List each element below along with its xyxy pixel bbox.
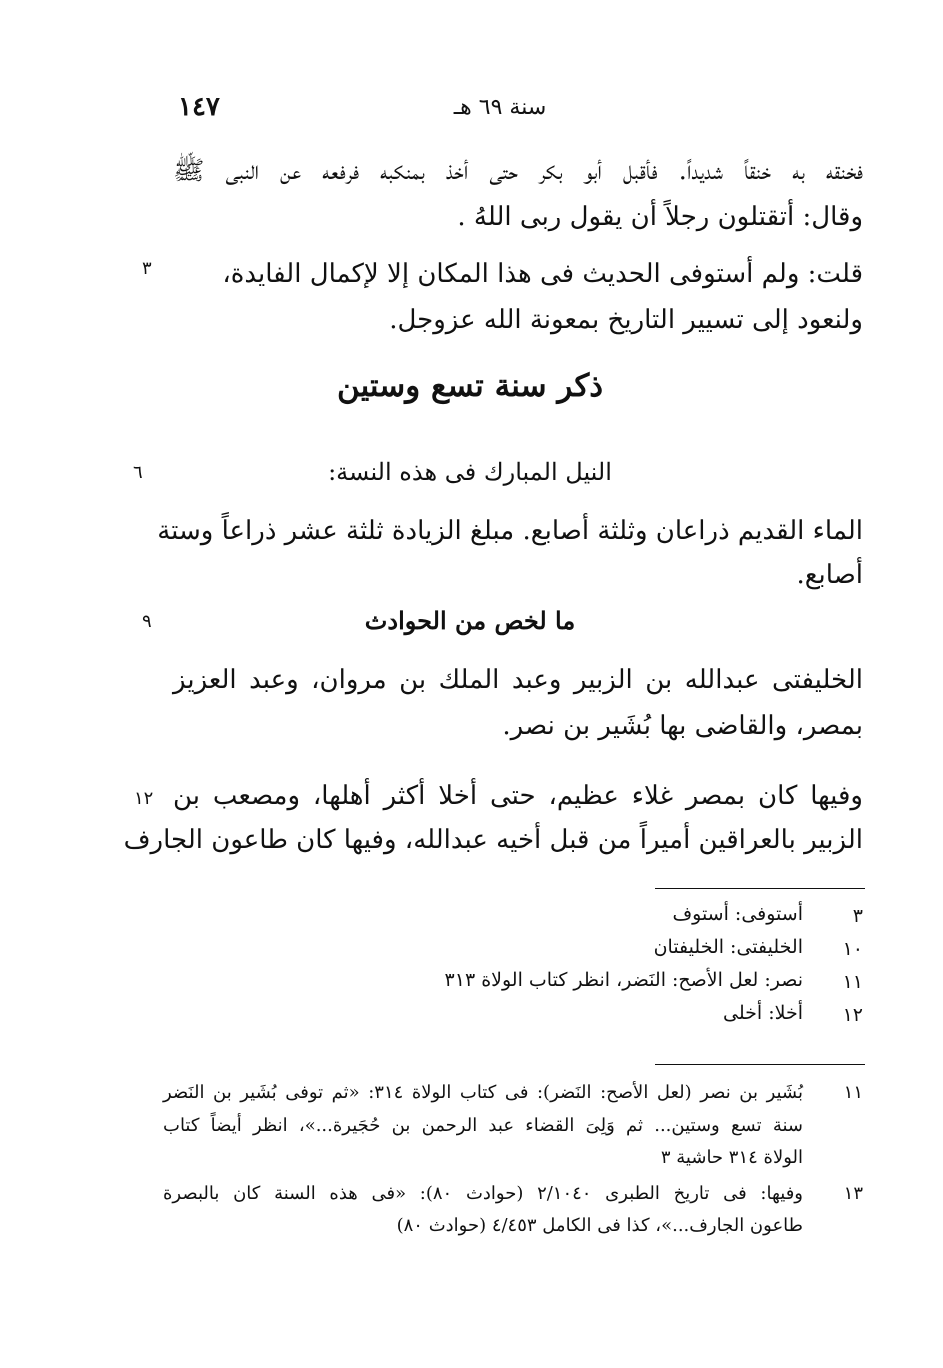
body-line: أصابع.	[796, 560, 863, 590]
body-line: ولنعود إلى تسيير التاريخ بمعونة الله عزوجل.	[389, 305, 863, 335]
page-number: ١٤٧	[178, 92, 220, 122]
body-line: فخنقه به خنقاً شديداً. فأقبل أبو بكر حتى أخذ بمنكبه فرفعه عن النبى ﷺ	[173, 156, 863, 186]
footnote-number: ١٣	[843, 1183, 863, 1204]
body-line: قلت: ولم أستوفى الحديث فى هذا المكان إلا لإكمال الفايدة،	[222, 259, 863, 289]
body-line: الخليفتى عبدالله بن الزبير وعبد الملك بن مروان، وعبد العزيز	[173, 665, 863, 695]
variant-text: أخلا: أخلى	[723, 1002, 803, 1024]
footnote-number: ١١	[843, 1082, 863, 1103]
variant-text: الخليفتى: الخليفتان	[653, 936, 803, 958]
events-heading: ما لخص من الحوادث	[364, 606, 576, 635]
variant-number: ١٠	[842, 938, 863, 960]
apparatus-rule	[655, 888, 865, 889]
footnote-line: طاعون الجارف...»، كذا فى الكامل ٤/٤٥٣ (حوادث ٨٠)	[396, 1215, 803, 1236]
nile-heading: النيل المبارك فى هذه النسة:	[328, 458, 612, 486]
line-number: ٣	[142, 258, 152, 279]
section-title: ذكر سنة تسع وستين	[336, 368, 604, 404]
line-number: ٦	[133, 462, 143, 483]
footnote-line: سنة تسع وستين... ثم وَلِىَ القضاء عبد الرحمن بن حُجَيرة...»، انظر أيضاً كتاب	[163, 1115, 803, 1136]
variant-text: نصر: لعل الأصح: النَضر، انظر كتاب الولاة ٣١٣	[444, 969, 803, 991]
line-number: ٩	[142, 611, 152, 632]
body-line: وقال: أتقتلون رجلاً أن يقول ربى اللهُ .	[457, 202, 863, 232]
variant-text: أستوفى: أستوف	[672, 903, 803, 925]
footnote-line: الولاة ٣١٤ حاشية ٣	[660, 1147, 803, 1168]
body-line: بمصر، والقاضى بها بُشَير بن نصر.	[502, 711, 863, 741]
body-line: الماء القديم ذراعان وثلثة أصابع. مبلغ الزيادة ثلثة عشر ذراعاً وستة	[157, 516, 863, 546]
body-line: الزبير بالعراقين أميراً من قبل أخيه عبدالله، وفيها كان طاعون الجارف	[123, 825, 863, 855]
footnote-line: وفيها: فى تاريخ الطبرى ٢/١٠٤٠ (حوادث ٨٠): «فى هذه السنة كان بالبصرة	[163, 1183, 803, 1204]
footnote-rule	[655, 1064, 865, 1065]
variant-number: ٣	[852, 905, 863, 927]
variant-number: ١١	[842, 971, 863, 993]
variant-number: ١٢	[842, 1004, 863, 1026]
footnote-line: بُشَير بن نصر (لعل الأصح: النَضر): فى كتاب الولاة ٣١٤: «ثم توفى بُشَير بن النَضر	[163, 1082, 803, 1103]
running-head: سنة ٦٩ هـ	[453, 95, 547, 120]
body-line: وفيها كان بمصر غلاء عظيم، حتى أخلا أكثر أهلها، ومصعب بن	[173, 781, 863, 811]
line-number: ١٢	[134, 788, 154, 809]
